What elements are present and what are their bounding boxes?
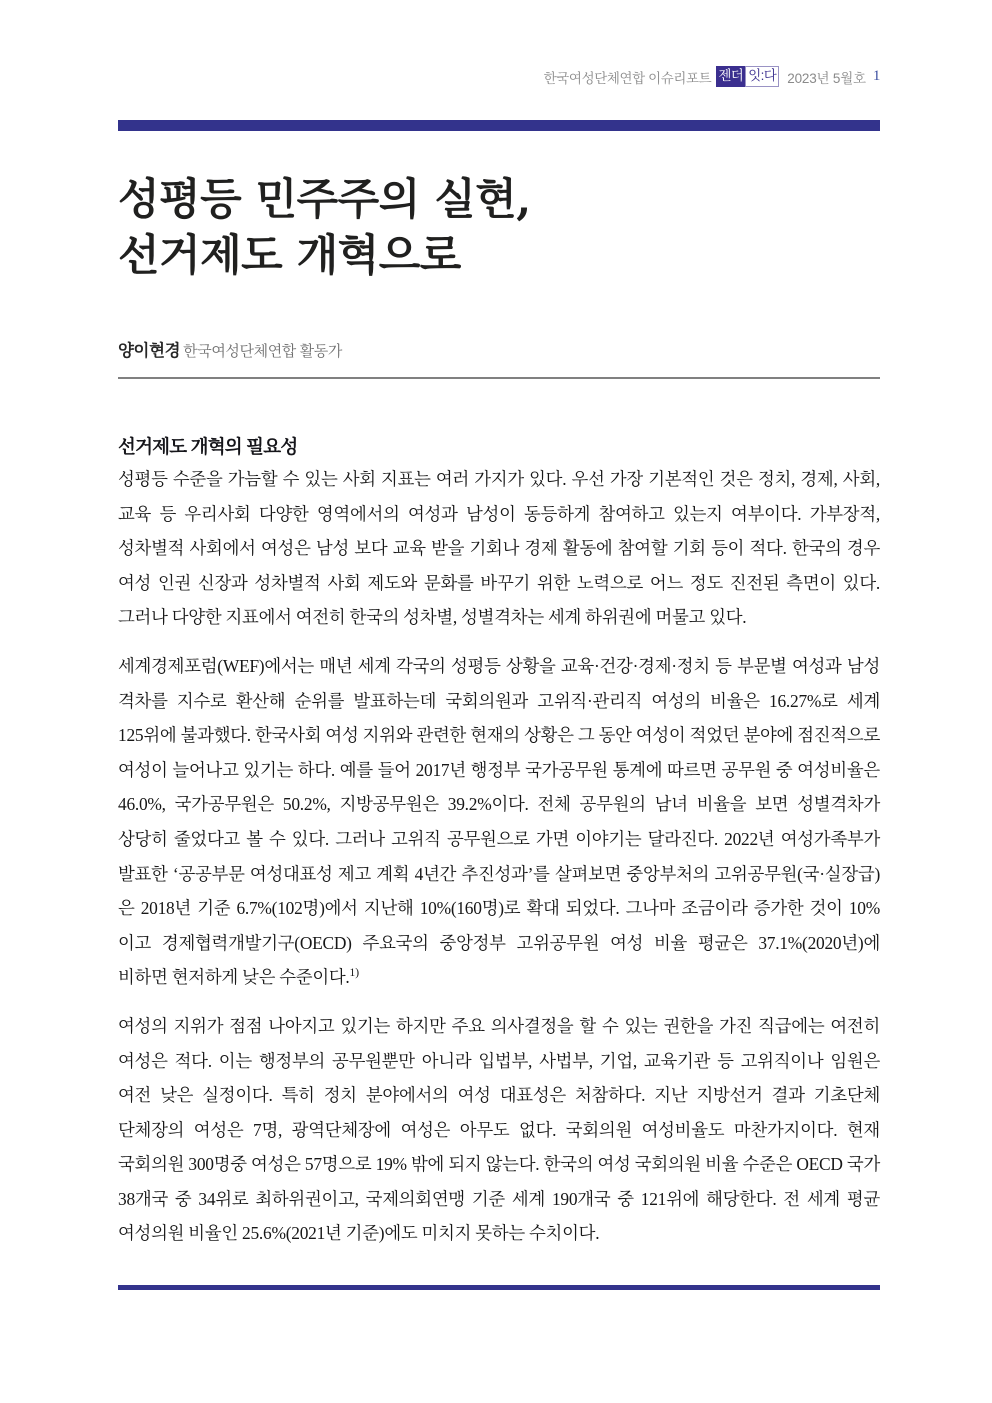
brand-badge: [716, 66, 779, 87]
page-number: 1: [872, 68, 880, 84]
title-accent-bar: [118, 120, 880, 131]
brand-badge-secondary: 잇:다: [745, 66, 779, 87]
byline: [118, 340, 888, 363]
body-paragraph-2: [118, 649, 880, 995]
body-column: [118, 462, 880, 1251]
section-heading: 선거제도 개혁의 필요성: [118, 436, 298, 458]
header-issue-label: 2023년 5월호: [787, 70, 866, 86]
body-paragraph-3: 여성의 지위가 점점 나아지고 있기는 하지만 주요 의사결정을 할 수 있는 권한을 가진 직급에는 여전히 여성은 적다. 이는 행정부의 공무원뿐만 아니라 입법부, 사법부, 기업, 교육기관 등 고위직이나 임원은 여전 낮은 실정이다. 특히 정치 분야에서의 여성 대표성은 처참하다. 지난 지방선거 결과 기초단체 단체장의 여성은 7명, 광역단체장에 여성은 아무도 없다. 국회의원 여성비율도 마찬가지이다. 현재 국회의원 300명중 여성은 57명으로 19% 밖에 되지 않는다. 한국의 여성 국회의원 비율 수준은 OECD 국가 38개국 중 34위로 최하위권이고, 국제의회연맹 기준 세계 190개국 중 121위에 해당한다. 전 세계 평균 여성의원 비율인 25.6%(2021년 기준)에도 미치지 못하는 수치이다.: [118, 1015, 880, 1244]
page-title: [118, 172, 888, 284]
body-paragraph-2-text: 세계경제포럼(WEF)에서는 매년 세계 각국의 성평등 상황을 교육·건강·경제·정치 등 부문별 여성과 남성 격차를 지수로 환산해 순위를 발표하는데 국회의원과 고위직·관리직 여성의 비율은 16.27%로 세계 125위에 불과했다. 한국사회 여성 지위와 관련한 현재의 상황은 그 동안 여성이 적었던 분야에 점진적으로 여성이 늘어나고 있기는 하다. 예를 들어 2017년 행정부 국가공무원 통계에 따르면 공무원 중 여성비율은 46.0%, 국가공무원은 50.2%, 지방공무원은 39.2%이다. 전체 공무원의 남녀 비율을 보면 성별격차가 상당히 줄었다고 볼 수 있다. 그러나 고위직 공무원으로 가면 이야기는 달라진다. 2022년 여성가족부가 발표한 ‘공공부문 여성대표성 제고 계획 4년간 추진성과’를 살펴보면 중앙부처의 고위공무원(국·실장급)은 2018년 기준 6.7%(102명)에서 지난해 10%(160명)로 확대 되었다. 그나마 조금이라 증가한 것이 10%이고 경제협력개발기구(OECD) 주요국의 중앙정부 고위공무원 여성 비율 평균은 37.1%(2020년)에 비하면 현저하게 낮은 수준이다.: [118, 655, 880, 988]
page-title-line-2: 선거제도 개혁으로: [118, 230, 461, 281]
author-name: 양이현경: [118, 342, 181, 360]
footer-rule: [118, 1285, 880, 1290]
brand-badge-primary: 젠더: [716, 66, 745, 87]
footnote-marker-1: 1): [349, 967, 360, 980]
header-source-label: 한국여성단체연합 이슈리포트: [543, 70, 712, 86]
byline-divider: [118, 377, 880, 379]
body-paragraph-1: 성평등 수준을 가늠할 수 있는 사회 지표는 여러 가지가 있다. 우선 가장 기본적인 것은 정치, 경제, 사회, 교육 등 우리사회 다양한 영역에서의 여성과 남성이 동등하게 참여하고 있는지 여부이다. 가부장적, 성차별적 사회에서 여성은 남성 보다 교육 받을 기회나 경제 활동에 참여할 기회 등이 적다. 한국의 경우 여성 인권 신장과 성차별적 사회 제도와 문화를 바꾸기 위한 노력으로 어느 정도 진전된 측면이 있다. 그러나 다양한 지표에서 여전히 한국의 성차별, 성별격차는 세계 하위권에 머물고 있다.: [118, 469, 880, 628]
running-header: [0, 66, 880, 87]
page-title-line-1: 성평등 민주주의 실현,: [118, 174, 531, 225]
author-affiliation: 한국여성단체연합 활동가: [183, 343, 342, 360]
